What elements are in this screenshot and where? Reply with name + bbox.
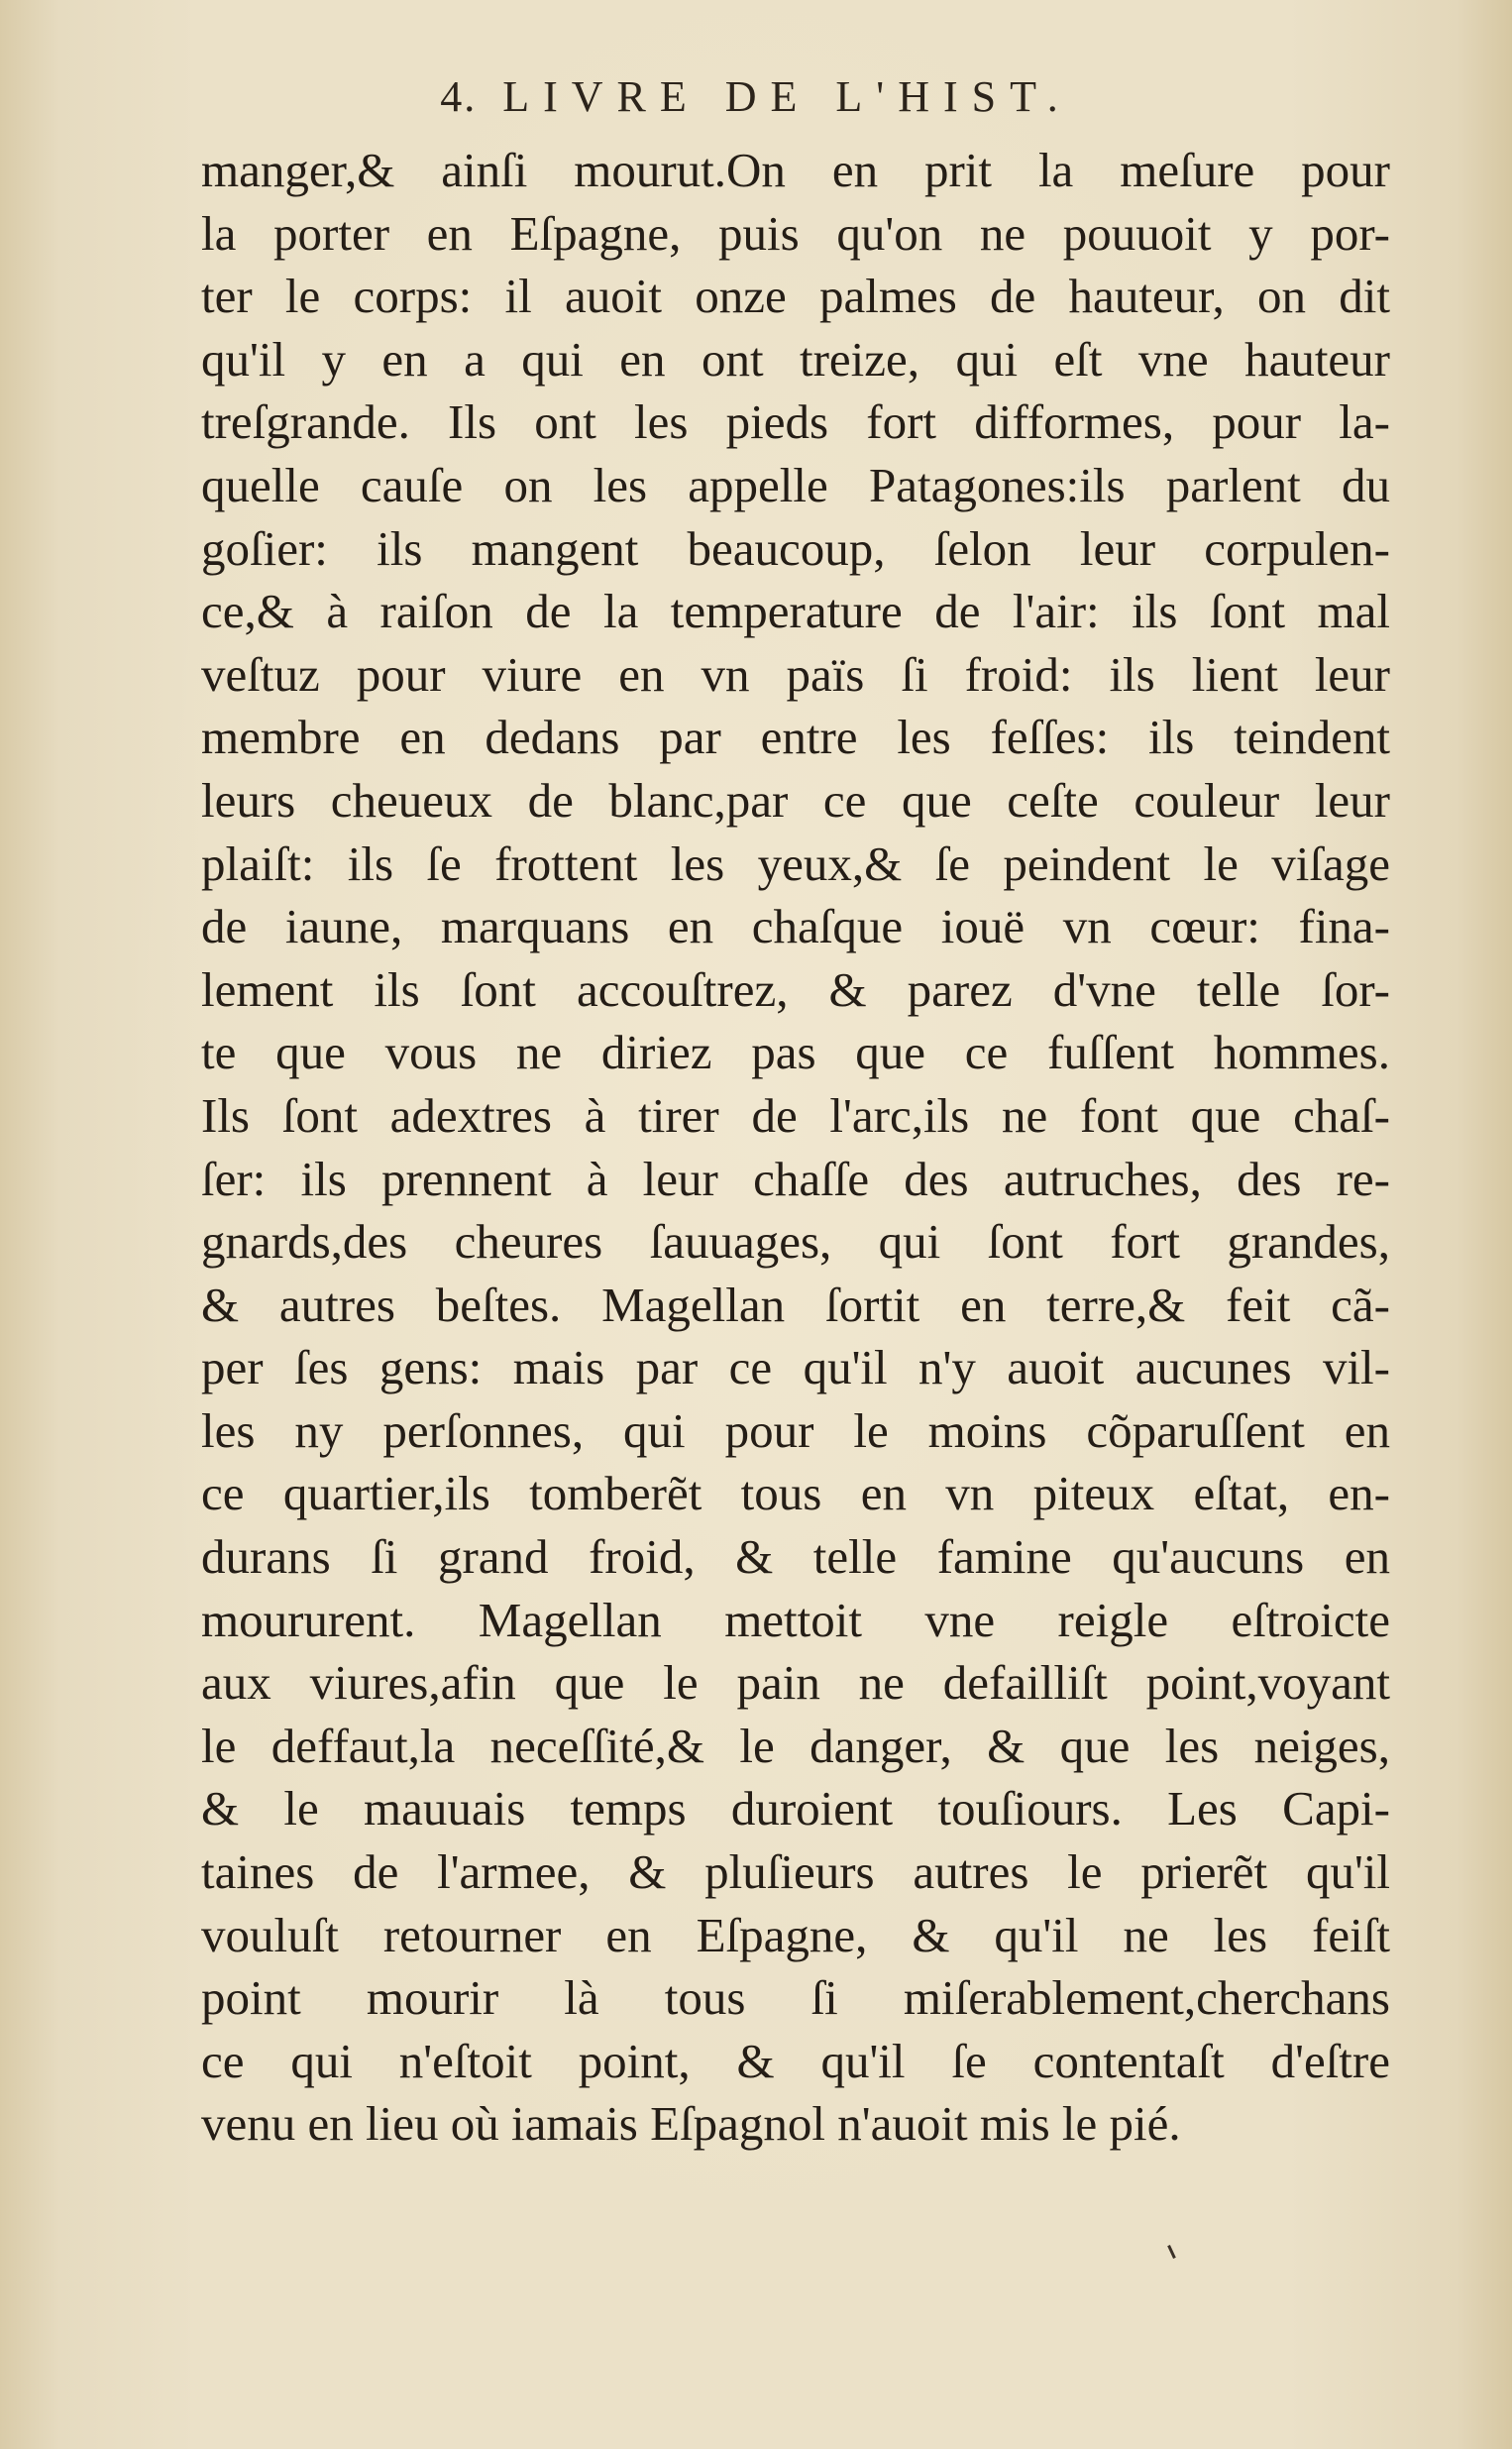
- running-title: LIVRE DE L'HIST.: [502, 72, 1072, 121]
- text-line: plaiſt: ils ſe frottent les yeux,& ſe peindent le viſage: [201, 835, 1390, 891]
- text-line: durans ſi grand froid, & telle famine qu'aucuns en: [201, 1529, 1390, 1585]
- text-line: Ils ſont adextres à tirer de l'arc,ils ne font que chaſ-: [201, 1087, 1390, 1143]
- page-number: 4.: [440, 72, 478, 121]
- running-header: [0, 71, 1512, 122]
- ink-mark: [1167, 2245, 1176, 2259]
- text-line: per ſes gens: mais par ce qu'il n'y auoit aucunes vil-: [201, 1340, 1390, 1395]
- text-line: aux viures,afin que le pain ne defailliſt point,voyant: [201, 1655, 1390, 1711]
- text-line: les ny perſonnes, qui pour le moins cõparuſſent en: [201, 1402, 1390, 1458]
- text-line: & le mauuais temps duroient touſiours. Les Capi-: [201, 1781, 1390, 1837]
- text-line: venu en lieu où iamais Eſpagnol n'auoit mis le pié.: [201, 2096, 1181, 2152]
- text-line: quelle cauſe on les appelle Patagones:ils parlent du: [201, 457, 1390, 512]
- text-line: vouluſt retourner en Eſpagne, & qu'il ne les feiſt: [201, 1907, 1390, 1962]
- text-line: ter le corps: il auoit onze palmes de hauteur, on dit: [201, 269, 1390, 324]
- text-line: veſtuz pour viure en vn païs ſi froid: ils lient leur: [201, 646, 1390, 702]
- text-line: te que vous ne diriez pas que ce fuſſent hommes.: [201, 1025, 1390, 1080]
- text-line: de iaune, marquans en chaſque iouë vn cœur: fina-: [201, 899, 1390, 954]
- text-line: ce quartier,ils tomberẽt tous en vn piteux eſtat, en-: [201, 1466, 1390, 1521]
- text-line: goſier: ils mangent beaucoup, ſelon leur corpulen-: [201, 520, 1390, 576]
- text-line: membre en dedans par entre les feſſes: ils teindent: [201, 710, 1390, 765]
- text-line: ſer: ils prennent à leur chaſſe des autruches, des re-: [201, 1151, 1390, 1206]
- text-line: manger,& ainſi mourut.On en prit la meſure pour: [201, 143, 1390, 197]
- text-line: ce qui n'eſtoit point, & qu'il ſe contentaſt d'eſtre: [201, 2033, 1390, 2088]
- text-line: ce,& à raiſon de la temperature de l'air: ils ſont mal: [201, 584, 1390, 639]
- text-line: moururent. Magellan mettoit vne reigle eſtroicte: [201, 1592, 1390, 1647]
- text-line: qu'il y en a qui en ont treize, qui eſt vne hauteur: [201, 331, 1390, 387]
- text-line: & autres beſtes. Magellan ſortit en terre,& feit cã-: [201, 1277, 1390, 1332]
- text-line: taines de l'armee, & pluſieurs autres le prierẽt qu'il: [201, 1844, 1390, 1900]
- text-line: treſgrande. Ils ont les pieds fort difformes, pour la-: [201, 394, 1390, 450]
- text-line: gnards,des cheures ſauuages, qui ſont fort grandes,: [201, 1214, 1390, 1270]
- text-line: le deffaut,la neceſſité,& le danger, & que les neiges,: [201, 1718, 1390, 1773]
- text-line: lement ils ſont accouſtrez, & parez d'vne telle ſor-: [201, 961, 1390, 1017]
- text-line: point mourir là tous ſi miſerablement,cherchans: [201, 1970, 1390, 2026]
- text-line: leurs cheueux de blanc,par ce que ceſte couleur leur: [201, 772, 1390, 828]
- text-line: la porter en Eſpagne, puis qu'on ne pouuoit y por-: [201, 205, 1390, 261]
- body-text: [201, 139, 1390, 2156]
